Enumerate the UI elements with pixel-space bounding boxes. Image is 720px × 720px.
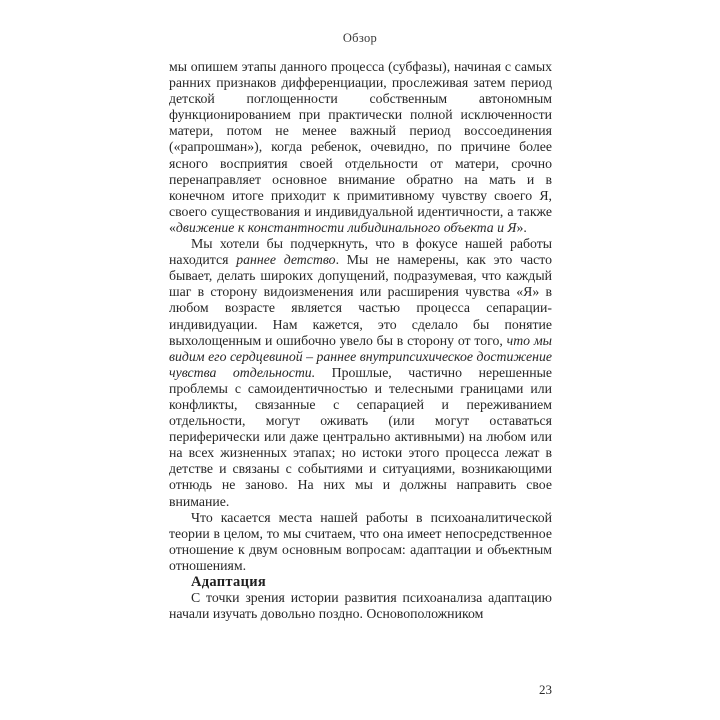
text-run-italic: что мы видим его сердцевиной – раннее внутрипсихическое достижение чувства отдельности. (169, 332, 553, 380)
text-run: С точки зрения истории развития психоанализа адаптацию начали изучать довольно поздно. Основоположником (169, 590, 552, 622)
paragraph (169, 510, 552, 574)
text-run: . Мы не намерены, как это часто бывает, делать широких допущений, подразумевая, что каждый шаг в сторону видоизменения или расширения чувства «Я» в любом возрасте является частью процесса сепарации-индивидуации. Нам кажется, это сделало бы понятие выхолощенным и ошибочно увело бы в сторону от того, (169, 252, 552, 348)
paragraph (169, 590, 552, 622)
paragraph (169, 59, 552, 236)
text-run: Что касается места нашей работы в психоаналитической теории в целом, то мы считаем, что она имеет непосредственное отношение к двум основным вопросам: адаптации и объектным отношениям. (169, 509, 552, 573)
text-run: Прошлые, частично нерешенные проблемы с самоидентичностью и телесными границами или конфликты, связанные с сепарацией и переживанием отдельности, могут оживать (или могут оставаться периферически или даже центрально активными) на любом или на всех жизненных этапах; но истоки этого процесса лежат в детстве и связаны с событиями и ситуациями, возникающими отнюдь не заново. На них мы и должны направить свое внимание. (169, 364, 553, 509)
text-run: ». (516, 219, 527, 235)
paragraph (169, 236, 552, 510)
text-run: Мы хотели бы подчеркнуть, что в фокусе нашей работы находится (169, 236, 552, 268)
text-run-italic: раннее детство (236, 252, 336, 268)
running-header: Обзор (342, 31, 378, 45)
text-run: мы опишем этапы данного процесса (субфазы), начиная с самых ранних признаков дифференциации, прослеживая затем период детской поглощенности собственным автономным функционированием при практически полной исключенности матери, потом не менее важный период воссоединения («рапрошман»), когда ребенок, очевидно, по причине более ясного восприятия своей отдельности от матери, срочно перенаправляет основное внимание обратно на мать и в конечном итоге приходит к примитивному чувству своего Я, своего существования и индивидуальной идентичности, а также « (169, 59, 552, 235)
text-run-italic: движение к константности либидинального объекта и Я (175, 219, 517, 235)
section-heading-adaptation: Адаптация (191, 574, 267, 590)
page-content (169, 59, 552, 622)
page-number: 23 (539, 682, 552, 697)
